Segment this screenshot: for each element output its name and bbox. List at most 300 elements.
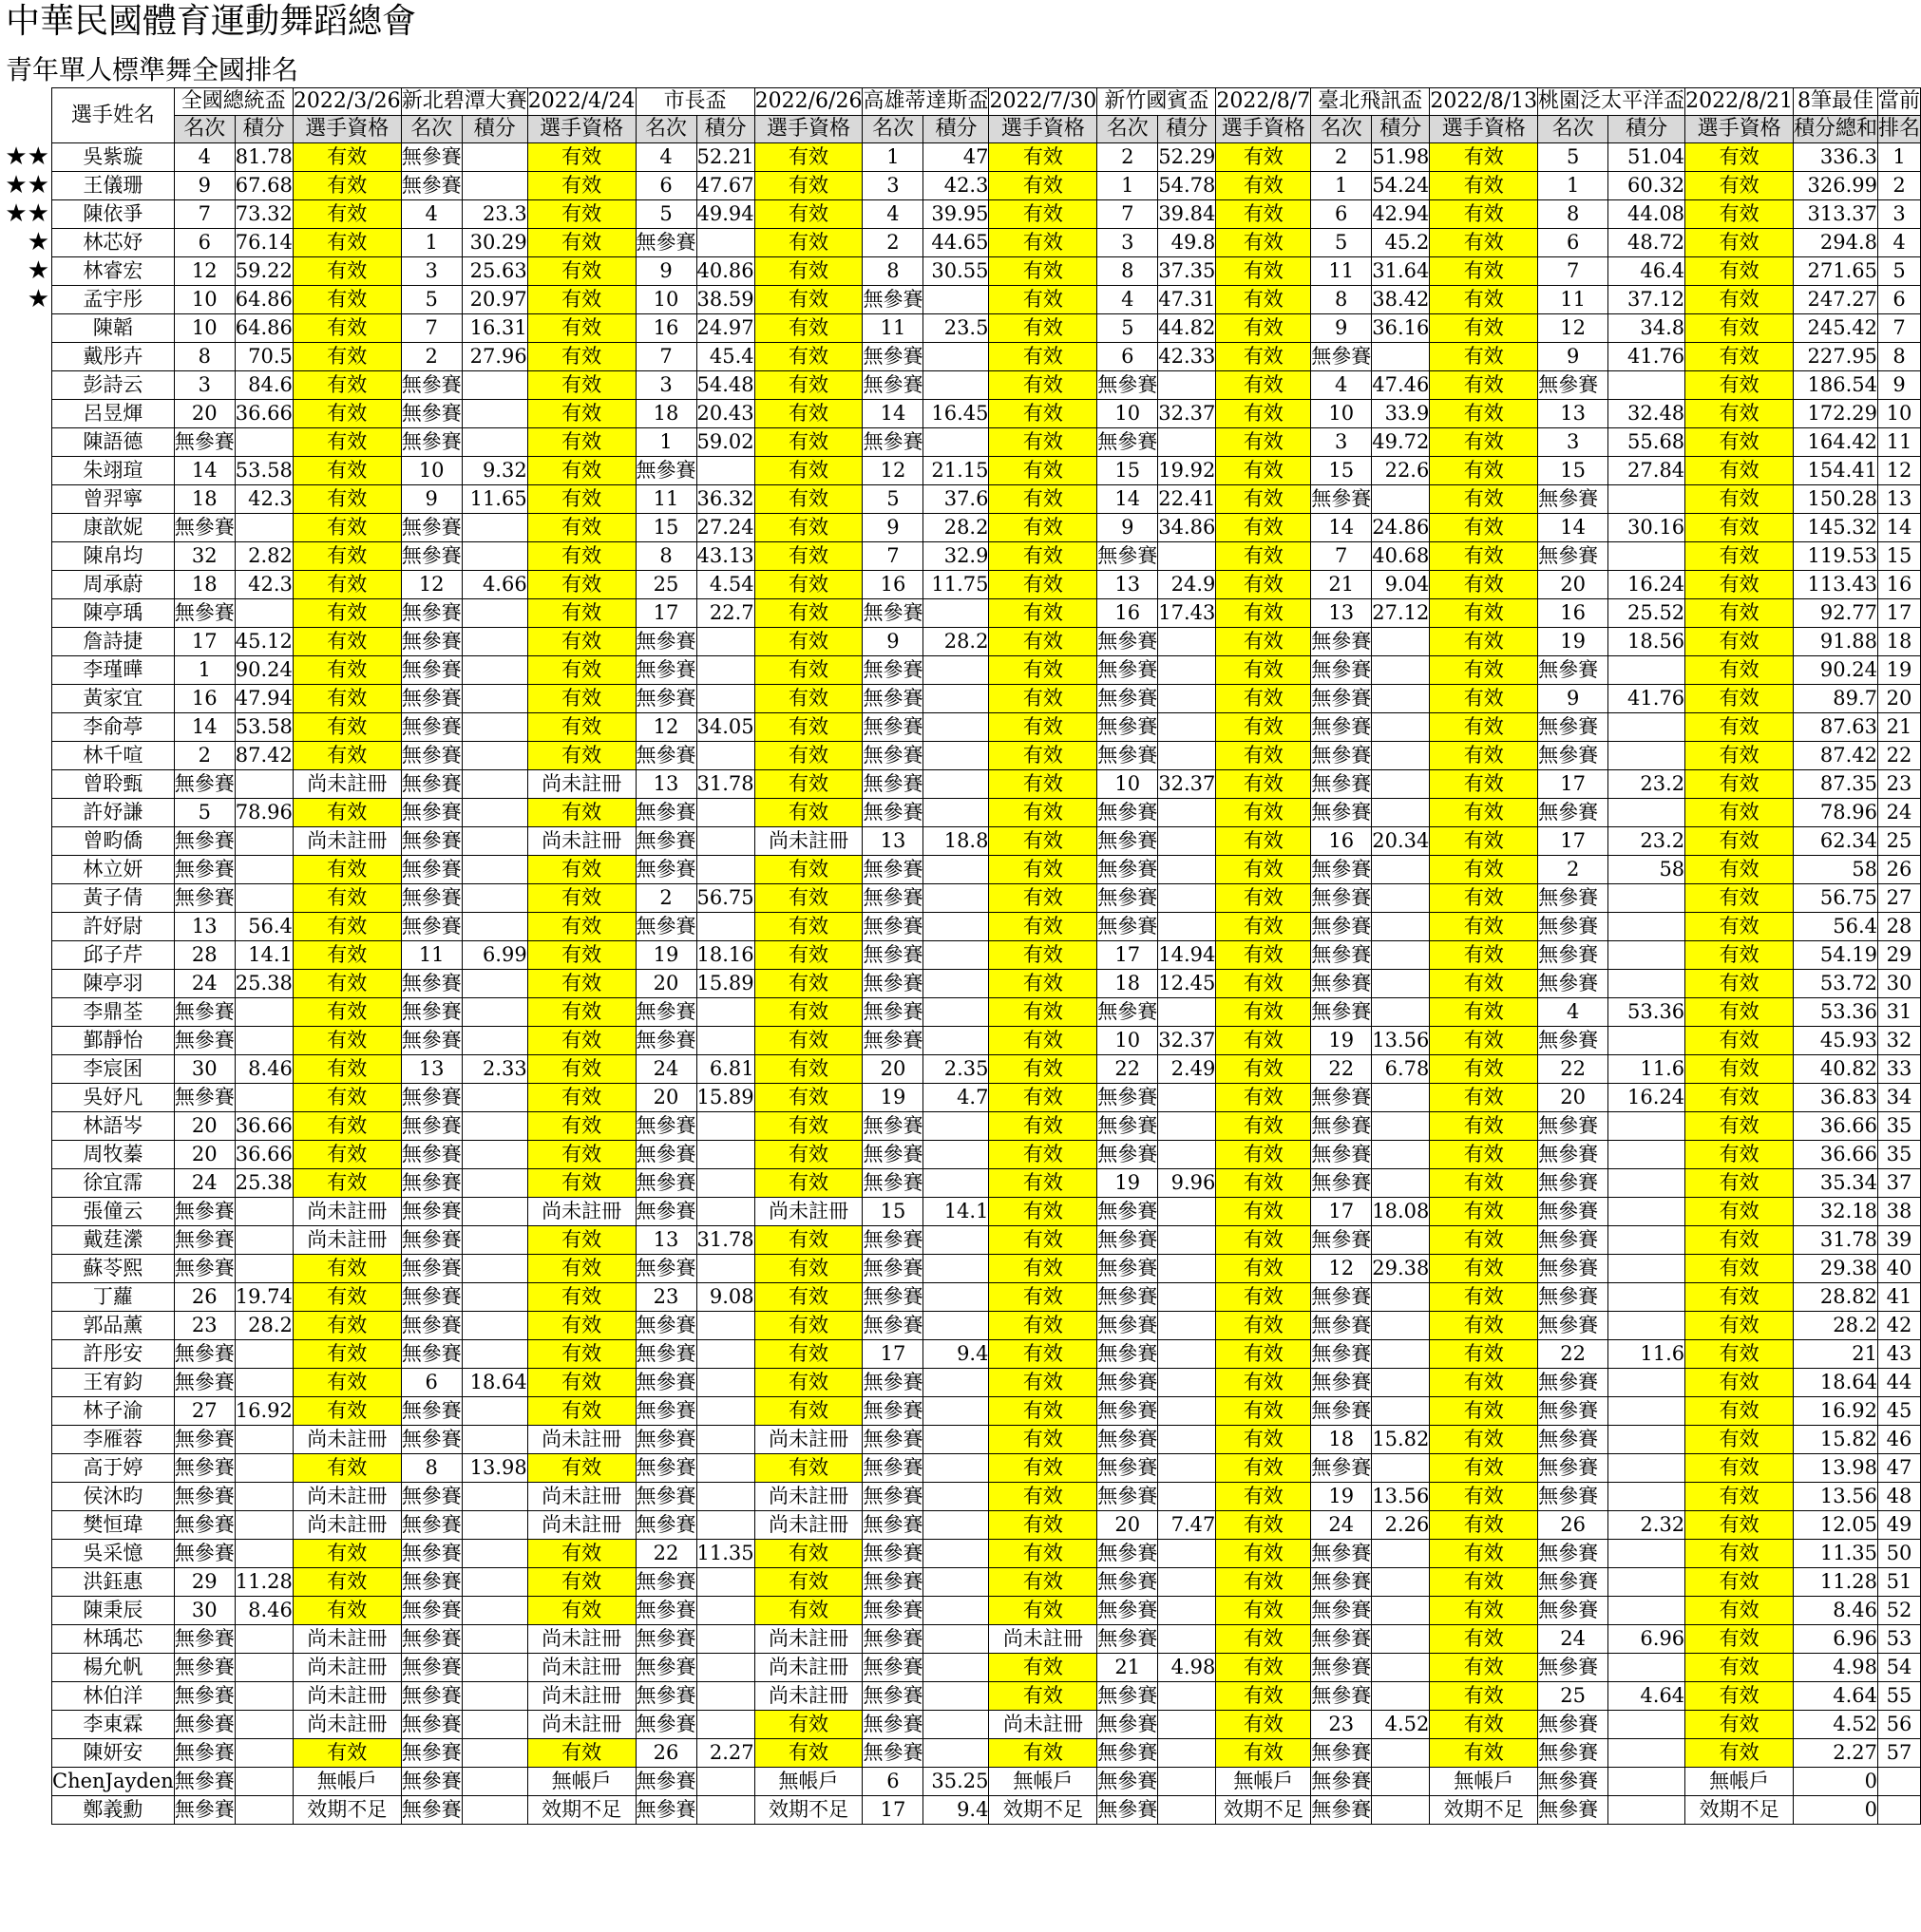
- best8-sum: 53.36: [1793, 998, 1877, 1027]
- points-cell: [1608, 1312, 1685, 1340]
- rank-cell: 19: [1311, 1483, 1372, 1511]
- qualification-cell: 有效: [1430, 1625, 1538, 1654]
- rank-cell: 2: [1538, 856, 1608, 884]
- points-cell: [1158, 799, 1216, 827]
- points-cell: [923, 1283, 989, 1312]
- rank-cell: 17: [636, 599, 696, 628]
- qualification-cell: 有效: [1216, 457, 1311, 485]
- points-cell: [923, 998, 989, 1027]
- player-name: 陳帛均: [52, 542, 175, 571]
- best8-sum: 0: [1793, 1796, 1877, 1825]
- qualification-cell: 有效: [1685, 1682, 1794, 1711]
- qualification-cell: 有效: [527, 941, 636, 970]
- rank-cell: 無參賽: [863, 371, 923, 400]
- rank-cell: 無參賽: [401, 998, 462, 1027]
- points-cell: 15.82: [1372, 1426, 1430, 1454]
- qualification-cell: 有效: [989, 1654, 1097, 1682]
- qualification-cell: 有效: [293, 742, 401, 770]
- qualification-cell: 有效: [1216, 1454, 1311, 1483]
- rank-cell: 29: [174, 1568, 235, 1597]
- table-row: [52, 172, 1921, 200]
- rank-cell: 無參賽: [1538, 884, 1608, 913]
- rank-cell: 無參賽: [1538, 1312, 1608, 1340]
- qualification-cell: 有效: [1430, 286, 1538, 314]
- qualification-cell: 有效: [527, 1369, 636, 1397]
- points-cell: [923, 1255, 989, 1283]
- best8-sum: 13.56: [1793, 1483, 1877, 1511]
- points-cell: [235, 1027, 293, 1055]
- points-cell: 67.68: [235, 172, 293, 200]
- header-best8-sum: 8筆最佳: [1793, 88, 1877, 116]
- rank-cell: 無參賽: [1311, 656, 1372, 685]
- player-name: 許彤安: [52, 1340, 175, 1369]
- qualification-cell: 有效: [754, 428, 863, 457]
- best8-sum: 35.34: [1793, 1169, 1877, 1198]
- points-cell: [923, 1454, 989, 1483]
- rank-cell: 23: [636, 1283, 696, 1312]
- qualification-cell: 有效: [527, 257, 636, 286]
- qualification-cell: 有效: [1685, 1312, 1794, 1340]
- points-cell: [1608, 1568, 1685, 1597]
- rank-cell: 無參賽: [401, 770, 462, 799]
- rank-cell: 無參賽: [863, 286, 923, 314]
- points-cell: 9.4: [923, 1340, 989, 1369]
- rank-cell: 無參賽: [401, 1340, 462, 1369]
- qualification-cell: 有效: [754, 1369, 863, 1397]
- rank-cell: 無參賽: [401, 1654, 462, 1682]
- rank-cell: 1: [1311, 172, 1372, 200]
- header-date: 2022/6/26: [754, 88, 863, 116]
- header-competition: 臺北飛訊盃: [1311, 88, 1430, 116]
- qualification-cell: 有效: [527, 1312, 636, 1340]
- qualification-cell: 有效: [293, 970, 401, 998]
- rank-cell: 20: [174, 400, 235, 428]
- points-cell: 28.2: [923, 628, 989, 656]
- rank-cell: 23: [174, 1312, 235, 1340]
- current-rank: [1878, 1796, 1921, 1825]
- points-cell: [1158, 1255, 1216, 1283]
- rank-cell: 無參賽: [1311, 1312, 1372, 1340]
- points-cell: 4.7: [923, 1084, 989, 1112]
- rank-cell: 無參賽: [401, 628, 462, 656]
- player-name: 黃家宜: [52, 685, 175, 713]
- qualification-cell: 有效: [754, 1255, 863, 1283]
- points-cell: 11.35: [696, 1540, 754, 1568]
- rank-cell: 無參賽: [174, 1255, 235, 1283]
- points-cell: 40.86: [696, 257, 754, 286]
- rank-cell: 無參賽: [863, 1369, 923, 1397]
- qualification-cell: 有效: [1685, 884, 1794, 913]
- rank-cell: 16: [1097, 599, 1158, 628]
- rank-cell: 8: [863, 257, 923, 286]
- rank-cell: 19: [1538, 628, 1608, 656]
- rank-cell: 19: [1097, 1169, 1158, 1198]
- qualification-cell: 有效: [527, 970, 636, 998]
- rank-cell: 無參賽: [636, 1169, 696, 1198]
- qualification-cell: 有效: [293, 856, 401, 884]
- qualification-cell: 效期不足: [293, 1796, 401, 1825]
- rank-cell: 無參賽: [1097, 656, 1158, 685]
- qualification-cell: 尚未註冊: [293, 770, 401, 799]
- current-rank: 5: [1878, 257, 1921, 286]
- qualification-cell: 有效: [1685, 229, 1794, 257]
- points-cell: [1158, 1768, 1216, 1796]
- rank-cell: 16: [636, 314, 696, 343]
- points-cell: [1372, 343, 1430, 371]
- qualification-cell: 有效: [293, 229, 401, 257]
- qualification-cell: 尚未註冊: [527, 1511, 636, 1540]
- rank-cell: 4: [174, 143, 235, 172]
- rank-cell: 8: [636, 542, 696, 571]
- qualification-cell: 有效: [989, 1340, 1097, 1369]
- qualification-cell: 有效: [1430, 542, 1538, 571]
- table-row: [52, 1768, 1921, 1796]
- points-cell: [1608, 1426, 1685, 1454]
- points-cell: [923, 599, 989, 628]
- current-rank: 48: [1878, 1483, 1921, 1511]
- rank-cell: 13: [401, 1055, 462, 1084]
- player-name: 高于婷: [52, 1454, 175, 1483]
- qualification-cell: 有效: [1430, 599, 1538, 628]
- qualification-cell: 有效: [1216, 1027, 1311, 1055]
- table-row: [52, 884, 1921, 913]
- header-qualification: 選手資格: [1685, 116, 1794, 143]
- rank-cell: 無參賽: [1311, 1084, 1372, 1112]
- rank-cell: 12: [174, 257, 235, 286]
- rank-cell: 無參賽: [1538, 1739, 1608, 1768]
- qualification-cell: 有效: [1216, 371, 1311, 400]
- qualification-cell: 有效: [1685, 1739, 1794, 1768]
- points-cell: [1608, 1141, 1685, 1169]
- qualification-cell: 有效: [527, 1568, 636, 1597]
- qualification-cell: 有效: [1216, 827, 1311, 856]
- points-cell: [696, 998, 754, 1027]
- player-name: 陳亭瑀: [52, 599, 175, 628]
- player-name: 林語岑: [52, 1112, 175, 1141]
- player-name: 林千喧: [52, 742, 175, 770]
- qualification-cell: 尚未註冊: [527, 1198, 636, 1226]
- rank-cell: 無參賽: [1097, 1369, 1158, 1397]
- points-cell: 7.47: [1158, 1511, 1216, 1540]
- qualification-cell: 有效: [989, 1255, 1097, 1283]
- points-cell: 51.98: [1372, 143, 1430, 172]
- best8-sum: 58: [1793, 856, 1877, 884]
- qualification-cell: 有效: [527, 1055, 636, 1084]
- points-cell: [923, 770, 989, 799]
- rank-cell: 10: [401, 457, 462, 485]
- points-cell: [1608, 1597, 1685, 1625]
- rank-cell: 無參賽: [401, 1198, 462, 1226]
- rank-cell: 4: [863, 200, 923, 229]
- header-competition: 全國總統盃: [174, 88, 293, 116]
- rank-cell: 3: [174, 371, 235, 400]
- points-cell: 2.27: [696, 1739, 754, 1768]
- points-cell: 2.33: [462, 1055, 527, 1084]
- qualification-cell: 有效: [293, 514, 401, 542]
- rank-cell: 無參賽: [1097, 1312, 1158, 1340]
- qualification-cell: 有效: [1685, 1568, 1794, 1597]
- points-cell: 36.32: [696, 485, 754, 514]
- qualification-cell: 有效: [989, 1198, 1097, 1226]
- qualification-cell: 有效: [527, 1084, 636, 1112]
- points-cell: [1158, 1739, 1216, 1768]
- best8-sum: 164.42: [1793, 428, 1877, 457]
- points-cell: [462, 371, 527, 400]
- points-cell: [462, 1340, 527, 1369]
- qualification-cell: 有效: [1685, 1654, 1794, 1682]
- qualification-cell: 有效: [527, 1340, 636, 1369]
- best8-sum: 2.27: [1793, 1739, 1877, 1768]
- points-cell: 27.96: [462, 343, 527, 371]
- qualification-cell: 有效: [1685, 742, 1794, 770]
- points-cell: [1158, 1597, 1216, 1625]
- qualification-cell: 尚未註冊: [754, 1483, 863, 1511]
- rank-cell: 無參賽: [401, 1169, 462, 1198]
- player-name: 吳采憶: [52, 1540, 175, 1568]
- rank-cell: 無參賽: [174, 770, 235, 799]
- points-cell: [1608, 1283, 1685, 1312]
- points-cell: 36.66: [235, 400, 293, 428]
- points-cell: 23.2: [1608, 770, 1685, 799]
- points-cell: 64.86: [235, 286, 293, 314]
- header-best8-sum-2: 積分總和: [1793, 116, 1877, 143]
- rank-cell: 5: [174, 799, 235, 827]
- rank-cell: 無參賽: [1311, 970, 1372, 998]
- rank-cell: 無參賽: [401, 1768, 462, 1796]
- rank-cell: 無參賽: [401, 799, 462, 827]
- qualification-cell: 有效: [1430, 514, 1538, 542]
- rank-cell: 12: [636, 713, 696, 742]
- table-row: [52, 1511, 1921, 1540]
- qualification-cell: 有效: [754, 485, 863, 514]
- points-cell: [1608, 1711, 1685, 1739]
- points-cell: 27.24: [696, 514, 754, 542]
- points-cell: [462, 742, 527, 770]
- rank-cell: 無參賽: [401, 514, 462, 542]
- points-cell: 11.75: [923, 571, 989, 599]
- rank-cell: 12: [863, 457, 923, 485]
- table-row: [52, 286, 1921, 314]
- qualification-cell: 有效: [1685, 1141, 1794, 1169]
- qualification-cell: 有效: [527, 172, 636, 200]
- header-current-rank: 當前: [1878, 88, 1921, 116]
- best8-sum: 326.99: [1793, 172, 1877, 200]
- points-cell: [923, 1226, 989, 1255]
- rank-cell: 無參賽: [401, 1084, 462, 1112]
- qualification-cell: 有效: [1430, 1141, 1538, 1169]
- player-name: 許妤謙: [52, 799, 175, 827]
- rank-cell: 無參賽: [401, 1226, 462, 1255]
- points-cell: [1158, 1426, 1216, 1454]
- points-cell: [462, 1625, 527, 1654]
- best8-sum: 29.38: [1793, 1255, 1877, 1283]
- current-rank: 6: [1878, 286, 1921, 314]
- rank-cell: 18: [1311, 1426, 1372, 1454]
- points-cell: 8.46: [235, 1597, 293, 1625]
- rank-cell: 12: [1311, 1255, 1372, 1283]
- qualification-cell: 有效: [1216, 1625, 1311, 1654]
- rank-cell: 無參賽: [1538, 1568, 1608, 1597]
- points-cell: 45.2: [1372, 229, 1430, 257]
- best8-sum: 294.8: [1793, 229, 1877, 257]
- best8-sum: 154.41: [1793, 457, 1877, 485]
- qualification-cell: 有效: [1685, 1255, 1794, 1283]
- points-cell: [1372, 1340, 1430, 1369]
- rank-cell: 無參賽: [1311, 1625, 1372, 1654]
- player-name: 康歆妮: [52, 514, 175, 542]
- qualification-cell: 有效: [527, 1454, 636, 1483]
- player-name: 樊恒瑋: [52, 1511, 175, 1540]
- rank-cell: 無參賽: [863, 941, 923, 970]
- current-rank: 26: [1878, 856, 1921, 884]
- qualification-cell: 有效: [1216, 257, 1311, 286]
- points-cell: 19.92: [1158, 457, 1216, 485]
- best8-sum: 0: [1793, 1768, 1877, 1796]
- qualification-cell: 有效: [293, 1312, 401, 1340]
- header-date: 2022/7/30: [989, 88, 1097, 116]
- qualification-cell: 有效: [989, 685, 1097, 713]
- rank-cell: 24: [1538, 1625, 1608, 1654]
- rank-cell: 無參賽: [863, 428, 923, 457]
- current-rank: 2: [1878, 172, 1921, 200]
- points-cell: 24.9: [1158, 571, 1216, 599]
- best8-sum: 4.52: [1793, 1711, 1877, 1739]
- current-rank: 44: [1878, 1369, 1921, 1397]
- qualification-cell: 有效: [1430, 1283, 1538, 1312]
- qualification-cell: 有效: [1685, 400, 1794, 428]
- points-cell: 18.8: [923, 827, 989, 856]
- qualification-cell: 有效: [754, 599, 863, 628]
- qualification-cell: 有效: [1216, 571, 1311, 599]
- rank-cell: 16: [863, 571, 923, 599]
- points-cell: 45.12: [235, 628, 293, 656]
- best8-sum: 87.63: [1793, 713, 1877, 742]
- qualification-cell: 尚未註冊: [293, 1711, 401, 1739]
- rank-cell: 13: [636, 770, 696, 799]
- points-cell: [1608, 1540, 1685, 1568]
- rank-cell: 10: [1097, 400, 1158, 428]
- player-name: 彭詩云: [52, 371, 175, 400]
- rank-cell: 13: [1311, 599, 1372, 628]
- qualification-cell: 有效: [989, 884, 1097, 913]
- points-cell: [923, 1141, 989, 1169]
- rank-cell: 無參賽: [1311, 1654, 1372, 1682]
- rank-cell: 無參賽: [1538, 742, 1608, 770]
- points-cell: [923, 1426, 989, 1454]
- points-cell: [462, 428, 527, 457]
- points-cell: [462, 1654, 527, 1682]
- qualification-cell: 有效: [989, 514, 1097, 542]
- qualification-cell: 有效: [293, 172, 401, 200]
- points-cell: 20.34: [1372, 827, 1430, 856]
- header-date: 2022/4/24: [527, 88, 636, 116]
- rank-cell: 5: [1311, 229, 1372, 257]
- table-row: [52, 1682, 1921, 1711]
- table-row: [52, 713, 1921, 742]
- qualification-cell: 有效: [1216, 343, 1311, 371]
- points-cell: [1372, 713, 1430, 742]
- qualification-cell: 有效: [754, 1027, 863, 1055]
- rank-cell: 無參賽: [174, 1027, 235, 1055]
- points-cell: [235, 1255, 293, 1283]
- points-cell: [462, 1796, 527, 1825]
- points-cell: 2.26: [1372, 1511, 1430, 1540]
- qualification-cell: 尚未註冊: [989, 1625, 1097, 1654]
- qualification-cell: 有效: [1685, 827, 1794, 856]
- rank-cell: 無參賽: [863, 656, 923, 685]
- qualification-cell: 有效: [527, 400, 636, 428]
- rank-cell: 無參賽: [1097, 998, 1158, 1027]
- rank-cell: 9: [1097, 514, 1158, 542]
- qualification-cell: 有效: [989, 143, 1097, 172]
- table-row: [52, 229, 1921, 257]
- qualification-cell: 有效: [754, 856, 863, 884]
- star-column: [0, 142, 51, 313]
- header-qualification: 選手資格: [1430, 116, 1538, 143]
- rank-cell: 無參賽: [1097, 1454, 1158, 1483]
- qualification-cell: 有效: [1216, 1426, 1311, 1454]
- header-qualification: 選手資格: [293, 116, 401, 143]
- points-cell: [923, 1312, 989, 1340]
- rank-cell: 13: [863, 827, 923, 856]
- qualification-cell: 有效: [1430, 713, 1538, 742]
- table-row: [52, 257, 1921, 286]
- points-cell: [696, 1483, 754, 1511]
- points-cell: [1158, 1454, 1216, 1483]
- qualification-cell: 有效: [1216, 599, 1311, 628]
- rank-cell: 無參賽: [1538, 1426, 1608, 1454]
- rank-cell: 無參賽: [636, 799, 696, 827]
- qualification-cell: 尚未註冊: [527, 1682, 636, 1711]
- qualification-cell: 有效: [1685, 856, 1794, 884]
- qualification-cell: 有效: [293, 1084, 401, 1112]
- points-cell: [1158, 1112, 1216, 1141]
- rank-cell: 9: [1538, 685, 1608, 713]
- qualification-cell: 有效: [1430, 257, 1538, 286]
- points-cell: [923, 970, 989, 998]
- current-rank: 35: [1878, 1112, 1921, 1141]
- rank-cell: 無參賽: [174, 1340, 235, 1369]
- header-competition: 新竹國賓盃: [1097, 88, 1216, 116]
- table-row: [52, 1796, 1921, 1825]
- table-row: [52, 1369, 1921, 1397]
- qualification-cell: 有效: [527, 571, 636, 599]
- player-name: 許妤尉: [52, 913, 175, 941]
- points-cell: [462, 1226, 527, 1255]
- rank-cell: 無參賽: [863, 884, 923, 913]
- rank-cell: 3: [1097, 229, 1158, 257]
- points-cell: [462, 1255, 527, 1283]
- current-rank: 1: [1878, 143, 1921, 172]
- rating-stars: ★: [27, 256, 49, 285]
- rank-cell: 12: [1538, 314, 1608, 343]
- points-cell: 73.32: [235, 200, 293, 229]
- points-cell: 38.42: [1372, 286, 1430, 314]
- player-name: 李瑾曄: [52, 656, 175, 685]
- points-cell: 15.89: [696, 970, 754, 998]
- qualification-cell: 有效: [1685, 1483, 1794, 1511]
- rank-cell: 無參賽: [401, 1711, 462, 1739]
- rank-cell: 無參賽: [401, 1027, 462, 1055]
- points-cell: 4.98: [1158, 1654, 1216, 1682]
- points-cell: [235, 1768, 293, 1796]
- qualification-cell: 尚未註冊: [293, 1226, 401, 1255]
- points-cell: 11.6: [1608, 1055, 1685, 1084]
- points-cell: [696, 1597, 754, 1625]
- points-cell: [462, 599, 527, 628]
- current-rank: 20: [1878, 685, 1921, 713]
- points-cell: 30.16: [1608, 514, 1685, 542]
